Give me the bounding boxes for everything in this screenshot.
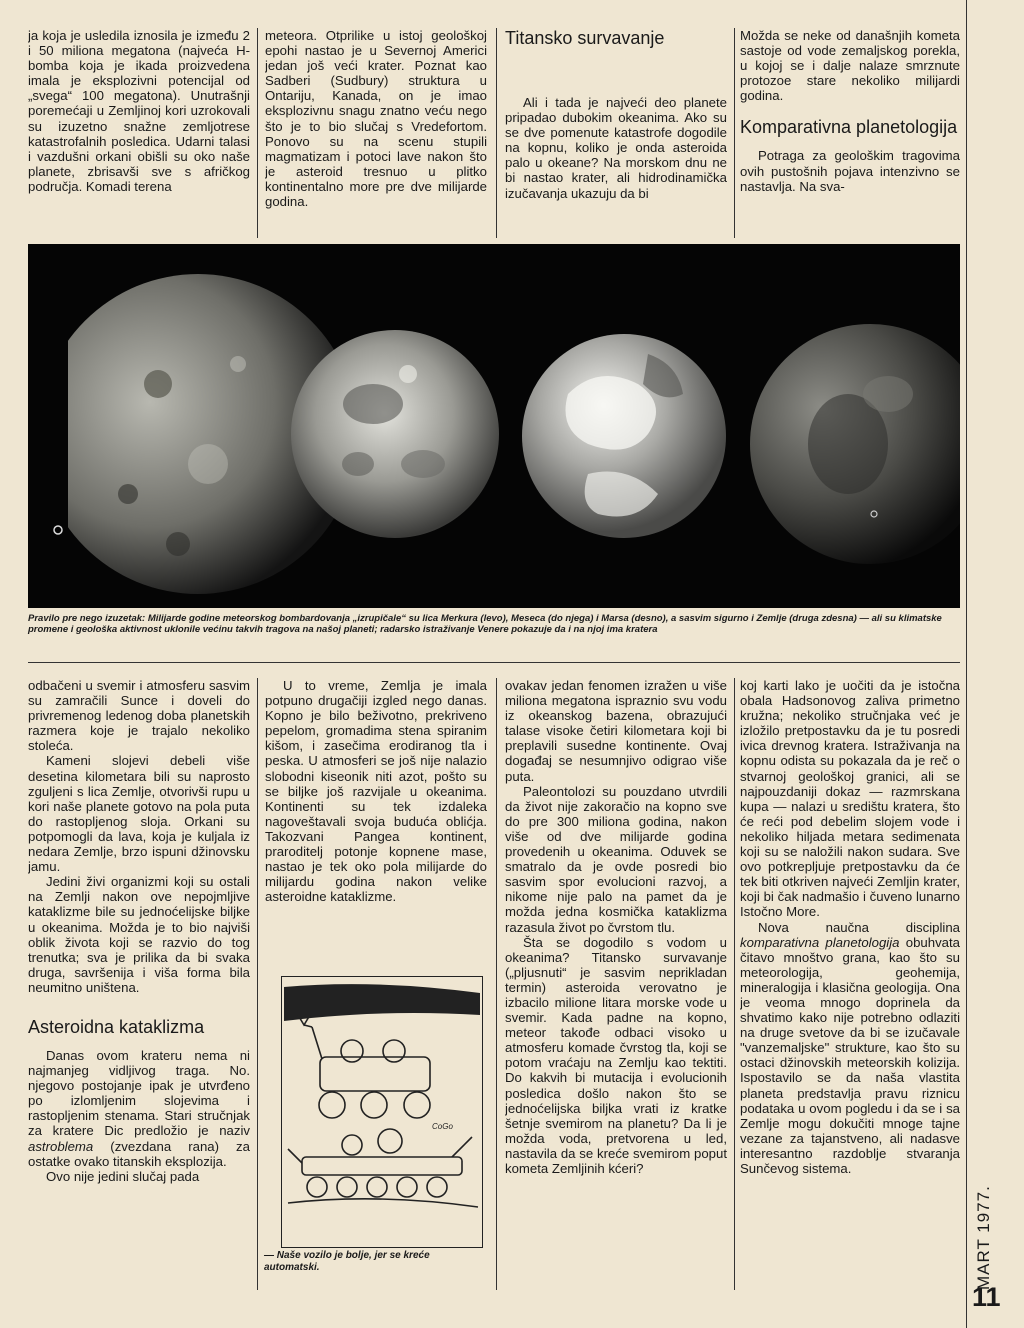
bottom-column-2 bbox=[265, 678, 487, 948]
article-text: odbačeni u svemir i atmosferu sasvim su zamračili Sunce i doveli do privremenog ledenog doba planetskih razmera koje je trajalo nekoliko stoleća. bbox=[28, 678, 250, 754]
section-heading: Asteroidna kataklizma bbox=[28, 1016, 205, 1037]
top-column-1 bbox=[28, 28, 250, 240]
bottom-column-4 bbox=[740, 678, 960, 1300]
planets-photo bbox=[28, 244, 960, 608]
article-text: Ali i tada je najveći deo planete pripadao dubokim okeanima. Ako su se dve pomenute katastrofe dogodile na kopnu, koliko je onda asteroida palo u okeane? Na morskom dnu ne bi nastao krater, ali hidrodinamička izučavanja ukazuju da bi bbox=[505, 95, 727, 201]
moon-image bbox=[291, 330, 499, 538]
cartoon bbox=[281, 976, 483, 1248]
issue-date: MART 1977. bbox=[974, 1185, 993, 1290]
mars-image bbox=[750, 324, 960, 564]
article-text: Jedini živi organizmi koji su ostali na Zemlji nakon ove nepojmljive kataklizme bile su jednoćelijske biljke u okeanima. Možda je to bio najviši oblik života koji se razvio do tog trenutka; sva je prilika da bi svaka druga, savršenija i viša forma bila neumitno uništena. bbox=[28, 874, 250, 995]
article-text: Danas ovom krateru nema ni najmanjeg vidljivog traga. No. njegovo postojanje ipak je utvrđeno po izlomljenim slojevima i rastopljenim stenama. Stari stručnjak za kratere Dic predložio je naziv astroblema (zvezdana rana) za ostatke ovako titanskih eksplozija. bbox=[28, 1047, 250, 1169]
column-rule bbox=[496, 678, 497, 1290]
column-rule bbox=[257, 678, 258, 1290]
page-number: 11 bbox=[972, 1282, 1001, 1312]
column-rule bbox=[257, 28, 258, 238]
cartoon-caption: — Naše vozilo je bolje, jer se kreće automatski. bbox=[264, 1250, 430, 1273]
article-text: Kameni slojevi debeli više desetina kilometara bili su naprosto zguljeni s lica Zemlje, otvorivši rupu u kori naše planete gotovo na pola puta do rastopljenog sloja. Orkani su potpomogli da lava, koja je kuljala iz nedara Zemlje, brzo ispuni džinovsku jamu. bbox=[28, 753, 250, 875]
article-text: ja koja je usledila iznosila je između 2 i 50 miliona megatona (najveća H-bomba koja je ikada proizvedena imala je eksplozivni potencijal od „svega“ 100 megatona). Unutrašnji poremećaji u Zemljinoj kori uzrokovali su izuzetno snažne zemljotrese katastrofalnih posledica. Udarni talasi i vazdušni orkani obišli su oko naše planete, zbrisavši sve s afričkog područja. Komadi terena bbox=[28, 28, 250, 194]
article-text: U to vreme, Zemlja je imala potpuno drugačiji izgled nego danas. Kopno je bilo beživotno, prekriveno pepelom, gromadima stena spiranim kišom, i zasečima erodiranog tla i peska. U atmosferi se još nije nalazio slobodni kiseonik niti azot, pošto su se biljke još razvijale u okeanima. Kontinenti su tek izdaleka nagoveštavali svoja buduća oblićja. Takozvani Pangea kontinent, praroditelj potonje kopnene mase, nastao je tek oko pola milijarde do milijardu godina nakon velike asteroidne kataklizme. bbox=[265, 678, 487, 905]
article-text: Možda se neke od današnjih kometa sastoje od vode zemaljskog porekla, u kojoj se i dalje nalaze smrznute protozoe stare nekoliko milijardi godina. bbox=[740, 28, 960, 104]
section-heading: Titansko survavanje bbox=[505, 28, 665, 48]
section-rule bbox=[28, 662, 960, 663]
top-column-3 bbox=[505, 28, 727, 240]
article-text: Nova naučna disciplina komparativna planetologija obuhvata čitavo mnoštvo grana, kao što su meteorologija, geohemija, mineralogija i klasična geologija. Ona je veoma mnogo doprinela da shvatimo kako nije potrebno odlaziti na druge svetove da bi se izučavale "vanzemaljske" strukture, kao što su ostaci džinovskih meteorskih kolizija. Ispostavilo se da naša vlastita planeta predstavlja pravu riznicu podataka u ovom pogledu i da se i sa Zemlje mogu dokučiti mnoge tajne vezane za tajanstveno, ali nadasve interesantno razdoblje stvaranja Sunčevog sistema. bbox=[740, 919, 960, 1176]
article-text: ovakav jedan fenomen izražen u više miliona megatona ispraznio svu vodu iz okeanskog bazena, obrazujući talase visoke četiri kilometara koji bi preplavili susedne kontinente. Ovaj događaj se nesumnjivo odigrao više puta. bbox=[505, 678, 727, 784]
article-text: Šta se dogodilo s vodom u okeanima? Titansko survavanje („pljusnuti“ je sasvim neprikladan termin) asteroida verovatno je izbacilo milione litara morske vode u svemir. Kada padne na kopno, meteor takođe odbaci visoko u atmosferu komade čvrstog tla, koji se potom vraćaju na Zemlju kao tektiti. Do kakvih bi mutacija i evolucionih posledica došlo nakon što se jednoćelijska biljka vrati iz kratke šetnje svemirom na planetu? Da li je možda voda, pretvorena u led, nastavila da se kreće svemirom poput kometa Zemljinih kćeri? bbox=[505, 934, 727, 1176]
article-text: koj karti lako je uočiti da je istočna obala Hadsonovog zaliva primetno kružna; nekoliko stručnjaka već je izložilo pretpostavku da je tu posredi ivica drevnog kratera. Istraživanja na kopnu odista su pokazala da je reč o stvarnoj geološkoj granici, ali se najpouzdaniji dokaz — razmrskana kupa — nalazi u središtu kratera, što će reći pod debelim slojem vode i nekoliko hiljada metara sedimenata koji su se naložili nakon sudara. Sve ovo potkrepljuje pretpostavku da će tek biti otkriven najveći Zemljin krater, koji bi čak nadmašio i čuveno lunarno Istočno More. bbox=[740, 678, 960, 920]
cartoon-signature: CoGo bbox=[432, 1122, 453, 1131]
column-rule bbox=[734, 28, 735, 238]
earth-image bbox=[522, 334, 726, 538]
article-text: Paleontolozi su pouzdano utvrdili da život nije zakoračio na kopno sve do pre 300 miliona godina, nakon više od dve milijarde godina provedenih u okeanima. Oduvek se smatralo da je ovde posredi bio sasvim spor evolucioni razvoj, a nikome nije palo na pamet da je možda jedna kosmička kataklizma razasula život po čvrstom tlu. bbox=[505, 783, 727, 935]
bottom-column-1 bbox=[28, 678, 250, 1300]
column-rule bbox=[734, 678, 735, 1290]
article-text: meteora. Otprilike u istoj geološkoj epohi nastao je u Severnoj Americi jedan još veći krater. Poznat kao Sadberi (Sudbury) struktura u Ontariju, Kanada, on je imao eksplozivnu snagu znatno veću nego što je to bio slučaj s Vredefortom. Ponovo su na scenu stupili magmatizam i potoci lave nakon što je asteroid tresnuo u plitko kontinentalno more pre dve milijarde godina. bbox=[265, 28, 487, 210]
photo-caption: Pravilo pre nego izuzetak: Milijarde godine meteorskog bombardovanja „izrupičale“ su lica Merkura (levo), Meseca (do njega) i Marsa (desno), a sasvim sigurno i Zemlje (druga zdesna) — ali su klimatske promene i geološka aktivnost uklonile većinu takvih tragova na našoj planeti; radarsko istraživanje Venere pokazuje da i na njoj ima kratera bbox=[28, 613, 942, 636]
bottom-column-3 bbox=[505, 678, 727, 1300]
top-column-4 bbox=[740, 28, 960, 240]
article-text: Potraga za geološkim tragovima ovih pustošnih pojava intenzivno se nastavlja. Na sva- bbox=[740, 148, 960, 194]
margin-rule bbox=[966, 0, 967, 1328]
column-rule bbox=[496, 28, 497, 238]
article-text: Ovo nije jedini slučaj pada bbox=[46, 1168, 200, 1184]
top-column-2 bbox=[265, 28, 487, 240]
section-heading: Komparativna planetologija bbox=[740, 117, 958, 138]
